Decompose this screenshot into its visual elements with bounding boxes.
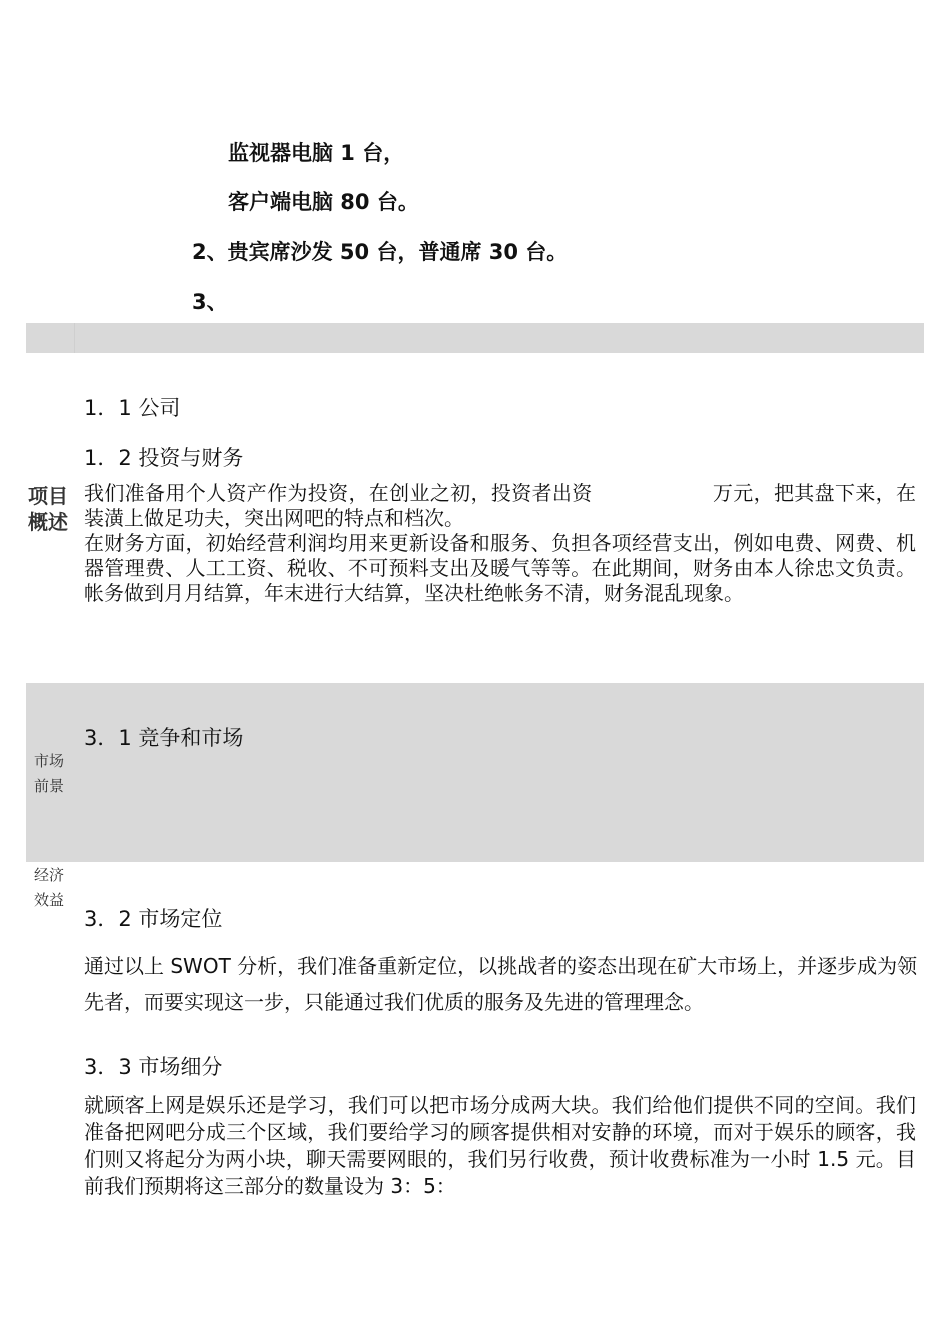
side-label-economy — [34, 863, 64, 913]
section-3-3-heading: 3．3 市场细分 — [84, 1055, 223, 1079]
equipment-line-monitor: 监视器电脑 1 台， — [228, 141, 405, 165]
side-label-market — [34, 749, 64, 799]
equipment-line-clients: 客户端电脑 80 台。 — [228, 190, 419, 214]
section-1-1-heading: 1．1 公司 — [84, 396, 181, 420]
positioning-paragraph — [84, 948, 918, 1020]
side-label-market-line-2: 前景 — [34, 777, 65, 795]
table-header-band — [26, 323, 924, 353]
side-label-line-1: 项目 — [28, 484, 68, 508]
segmentation-paragraph: 就顾客上网是娱乐还是学习，我们可以把市场分成两大块。我们给他们提供不同的空间。我们准备把网吧分成三个区域，我们要给学习的顾客提供相对安静的环境，而对于娱乐的顾客，我们则又将起分为两小块，聊天需要网眼的，我们另行收费，预计收费标准为一小时 1.5 元。目前我们预期将这三部分的数量设为 3：5： — [84, 1093, 916, 1198]
column-divider — [74, 323, 75, 353]
finance-paragraph: 在财务方面，初始经营利润均用来更新设备和服务、负担各项经营支出，例如电费、网费、机器管理费、人工工资、税收、不可预料支出及暖气等等。在此期间，财务由本人徐忠文负责。帐务做到月月结算，年末进行大结算，坚决杜绝帐务不清，财务混乱现象。 — [84, 531, 916, 605]
equipment-line-3: 3、 — [192, 290, 228, 314]
section-3-1-heading: 3．1 竞争和市场 — [84, 726, 244, 750]
investment-paragraph — [84, 481, 916, 531]
side-label-line-2: 概述 — [28, 510, 68, 534]
side-label-market-line-1: 市场 — [34, 752, 65, 770]
side-label-project-overview — [28, 483, 68, 535]
side-label-economy-line-1: 经济 — [34, 866, 65, 884]
market-prospects-band — [26, 683, 924, 862]
section-3-2-heading: 3．2 市场定位 — [84, 907, 223, 931]
side-label-economy-line-2: 效益 — [34, 891, 65, 909]
positioning-text: 通过以上 SWOT 分析，我们准备重新定位，以挑战者的姿态出现在矿大市场上，并逐步成为领先者，而要实现这一步，只能通过我们优质的服务及先进的管理理念。 — [84, 954, 918, 1014]
equipment-line-seats: 2、贵宾席沙发 50 台，普通席 30 台。 — [192, 240, 568, 264]
investment-text-b: 万元，把其盘下来，在装潢上做足功夫，突出网吧的特点和档次。 — [84, 481, 917, 530]
section-1-2-heading: 1．2 投资与财务 — [84, 446, 244, 470]
investment-text-a: 我们准备用个人资产作为投资，在创业之初，投资者出资 — [84, 481, 593, 505]
